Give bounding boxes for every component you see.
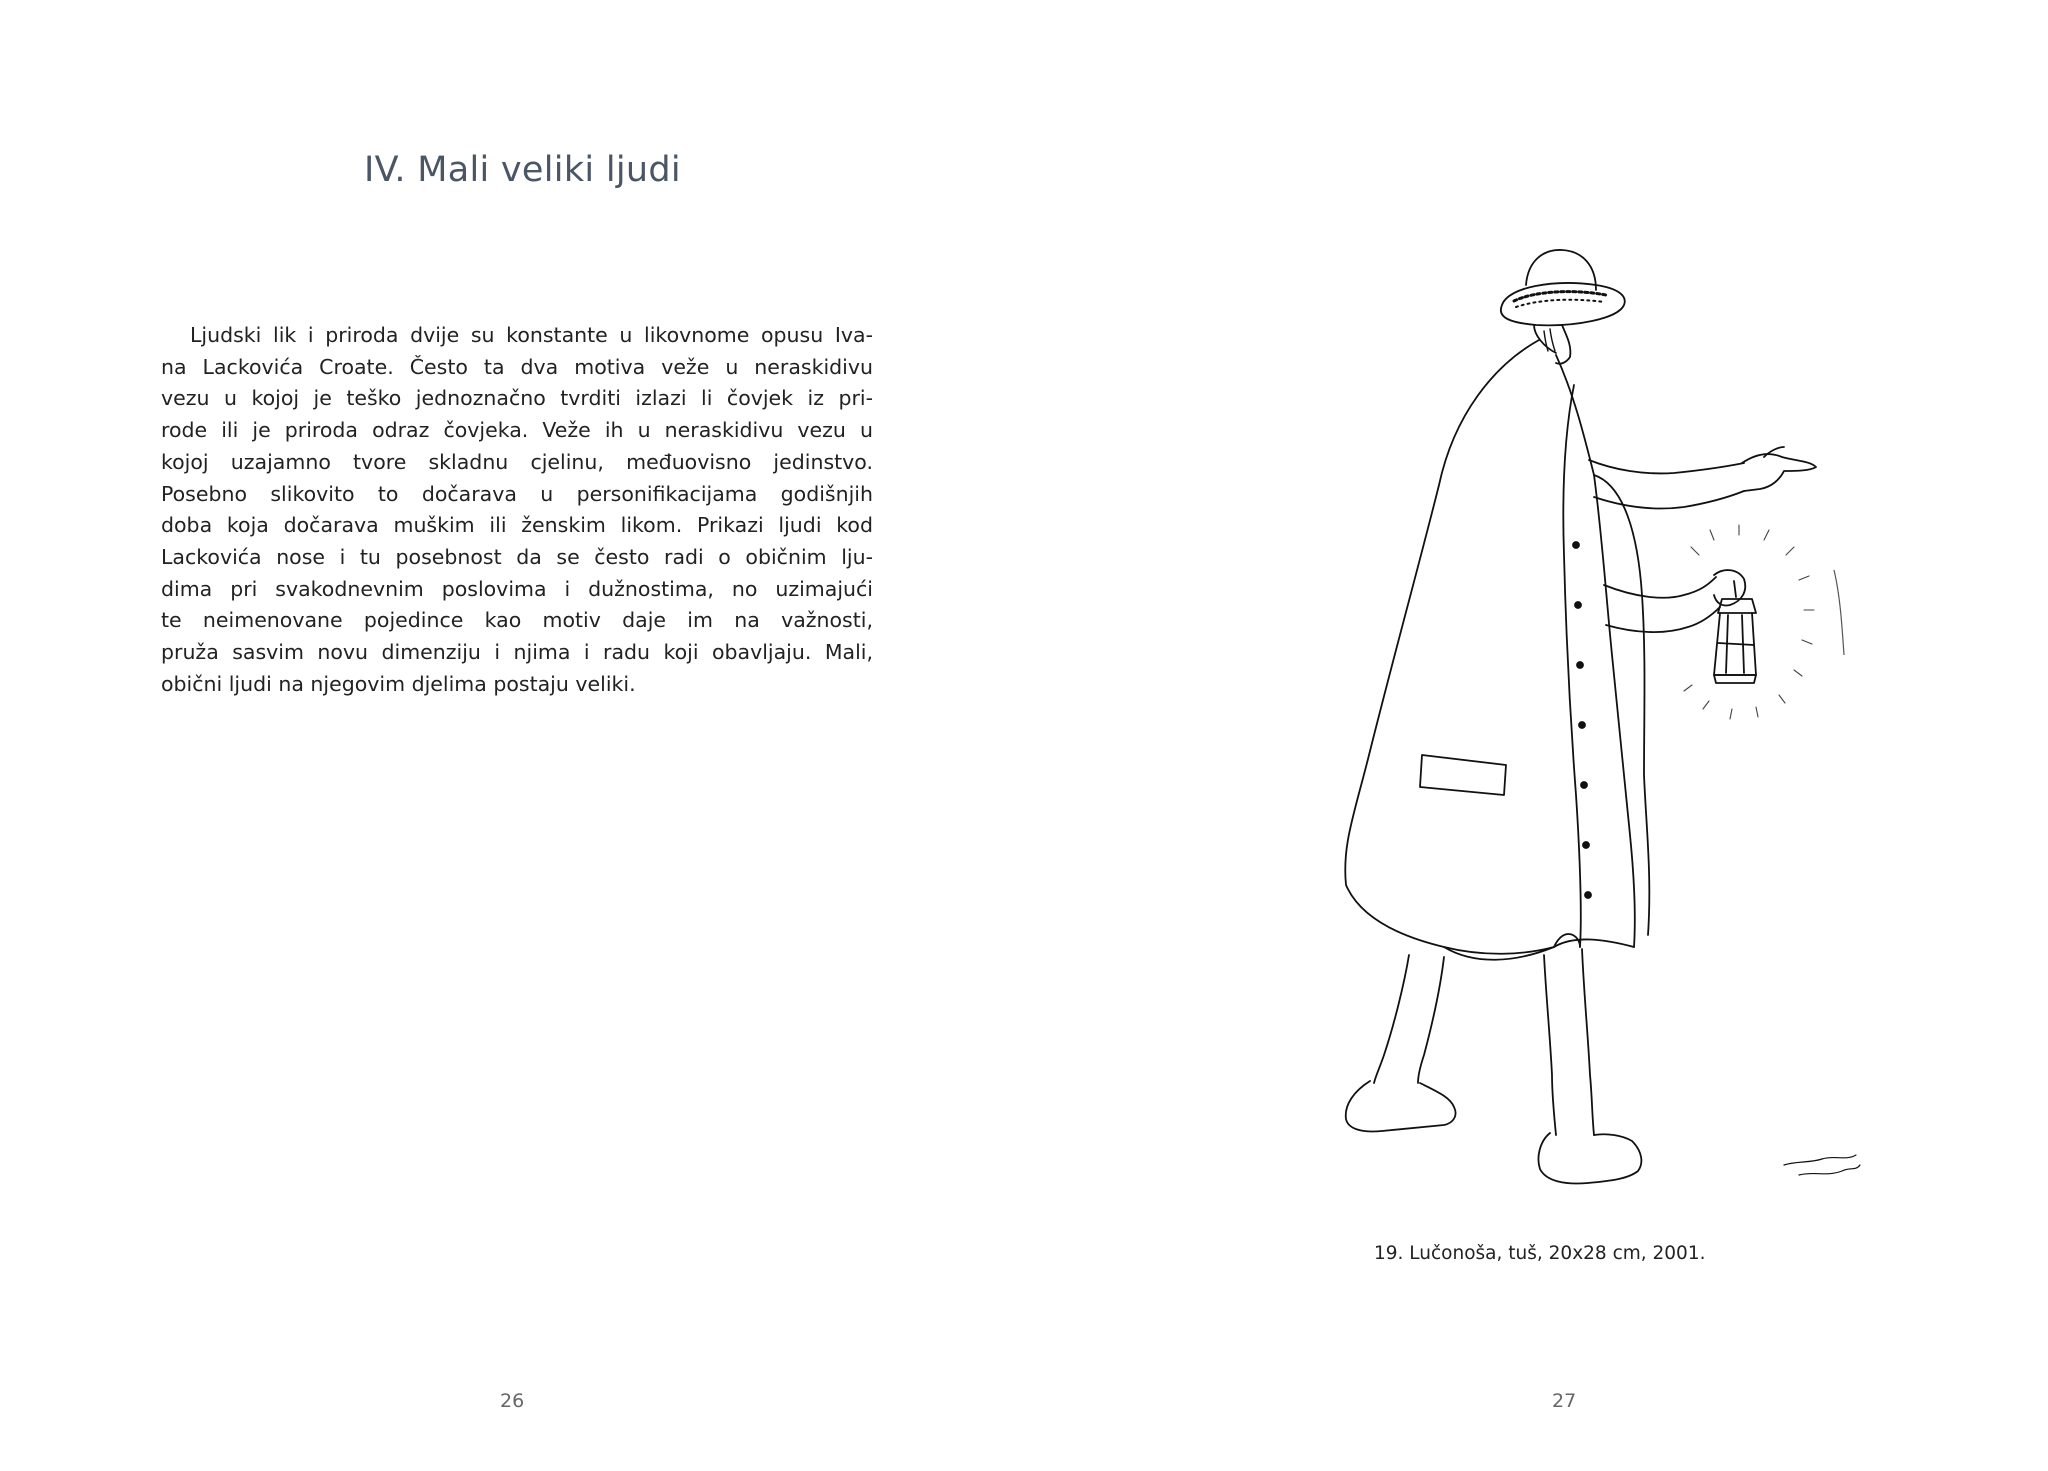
- paragraph-line: na Lackovića Croate. Često ta dva motiva veže u neraskidivu: [161, 354, 873, 379]
- paragraph-line: dima pri svakodnevnim poslovima i dužnostima, no uzimajući: [161, 576, 873, 601]
- paragraph-line: rode ili je priroda odraz čovjeka. Veže ih u neraskidivu vezu u: [161, 418, 873, 443]
- hand-raised: [1742, 454, 1816, 491]
- leg-back: [1374, 955, 1409, 1083]
- lantern-bearer-drawing: [1244, 235, 1864, 1195]
- paragraph-line: vezu u kojoj je teško jednoznačno tvrditi izlazi li čovjek iz pri-: [161, 386, 873, 411]
- paragraph-line: te neimenovane pojedince kao motiv daje im na važnosti,: [161, 608, 873, 633]
- shoe-front: [1538, 1133, 1641, 1183]
- paragraph-line: doba koja dočarava muškim ili ženskim likom. Prikazi ljudi kod: [161, 513, 873, 538]
- arm-lower: [1604, 577, 1716, 598]
- body-paragraph: [161, 320, 873, 700]
- paragraph-line: kojoj uzajamno tvore skladnu cjelinu, međuovisno jedinstvo.: [161, 449, 873, 474]
- leg-front: [1544, 955, 1556, 1135]
- paragraph-line: Posebno slikovito to dočarava u personifikacijama godišnjih: [161, 481, 873, 506]
- paragraph-line: obični ljudi na njegovim djelima postaju veliki.: [161, 671, 636, 696]
- chapter-title: IV. Mali veliki ljudi: [364, 150, 681, 190]
- coat-outline: [1345, 340, 1554, 954]
- figure-caption: 19. Lučonoša, tuš, 20x28 cm, 2001.: [1374, 1243, 1706, 1264]
- shoe-back: [1346, 1081, 1456, 1132]
- arm-raised: [1589, 460, 1744, 473]
- page-number-left: 26: [500, 1390, 525, 1412]
- page-number-right: 27: [1552, 1390, 1577, 1412]
- coat-pocket: [1420, 755, 1506, 795]
- paragraph-line: Ljudski lik i priroda dvije su konstante u likovnome opusu Iva-: [190, 323, 873, 347]
- hat-brim: [1501, 283, 1625, 325]
- lantern-icon: [1714, 581, 1756, 683]
- paragraph-line: pruža sasvim novu dimenziju i njima i radu koji obavljaju. Mali,: [161, 640, 873, 665]
- right-page: [1024, 0, 2048, 1471]
- artist-signature: [1784, 1155, 1856, 1165]
- paragraph-line: Lackovića nose i tu posebnost da se često radi o običnim lju-: [161, 544, 873, 569]
